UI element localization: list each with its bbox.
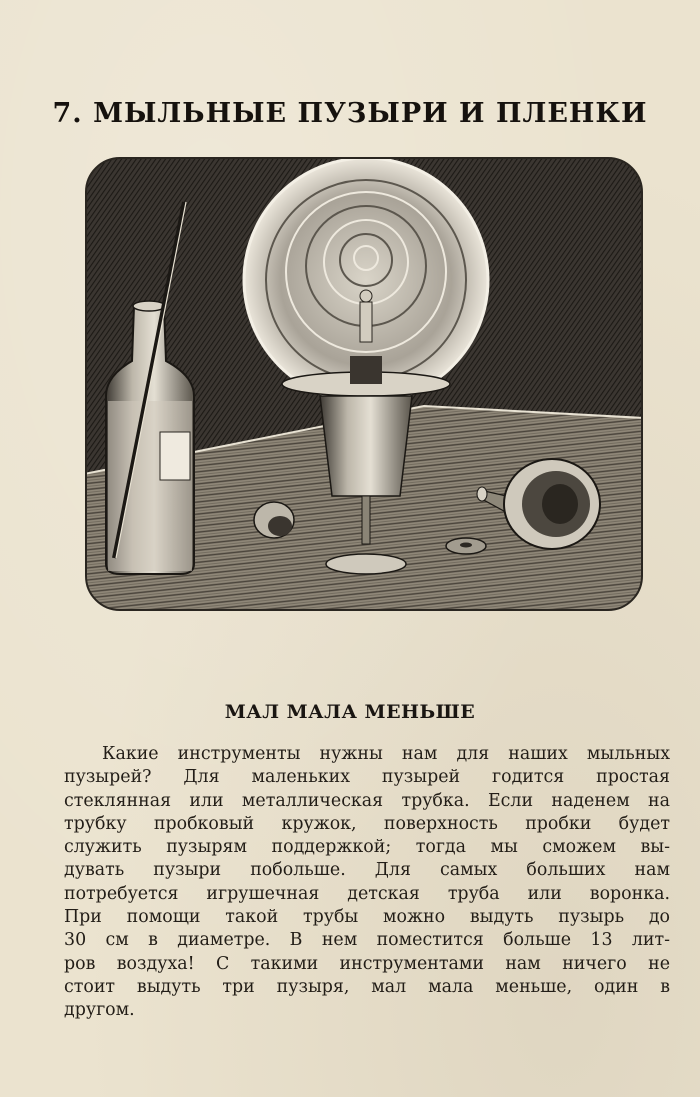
paragraph-line: пузырей? Для маленьких пузырей годится простая (64, 767, 670, 788)
paragraph-line: дувать пузыри побольше. Для самых больших нам (64, 860, 670, 881)
paragraph-line: служить пузырям поддержкой; тогда мы сможем вы- (64, 837, 670, 858)
paragraph-line: При помощи такой трубы можно выдуть пузырь до (64, 907, 670, 928)
paragraph-line: ров воздуха! С такими инструментами нам ничего не (64, 953, 670, 974)
body-paragraph (64, 743, 670, 1023)
paragraph-line: трубку пробковый кружок, поверхность пробки будет (64, 813, 670, 834)
chapter-title: 7. МЫЛЬНЫЕ ПУЗЫРИ И ПЛЕНКИ (52, 98, 648, 129)
paragraph-line: потребуется игрушечная детская труба или воронка. (64, 883, 670, 904)
paragraph-line: другом. (64, 1000, 135, 1021)
section-title: МАЛ МАЛА МЕНЬШЕ (224, 701, 476, 723)
paragraph-line: 30 см в диаметре. В нем поместится больше 13 лит- (64, 930, 670, 951)
paragraph-line: Какие инструменты нужны нам для наших мыльных (102, 744, 670, 764)
engraving-illustration (84, 156, 644, 612)
paragraph-line: стеклянная или металлическая трубка. Если наденем на (64, 790, 670, 811)
cork-tube (254, 502, 294, 538)
paragraph-line: стоит выдуть три пузыря, мал мала меньше, один в (64, 976, 670, 997)
